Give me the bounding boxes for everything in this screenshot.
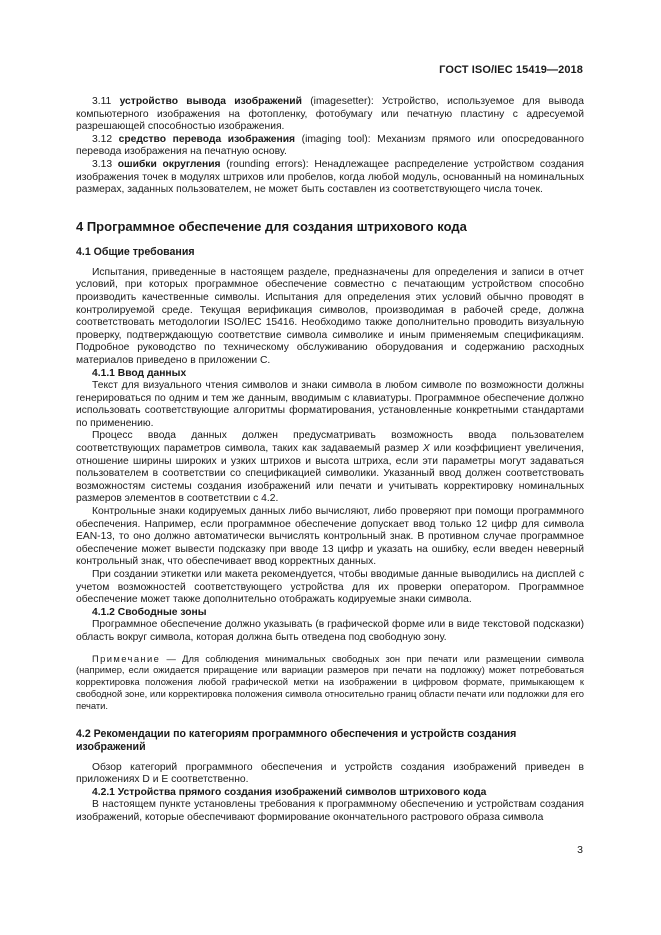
definition-number: 3.12 [92, 133, 113, 145]
section-4-1-1-paragraph-3: Контрольные знаки кодируемых данных либо вычисляют, либо проверяют при помощи программного обеспечения. Например, если программное обеспечение допускает ввод только 12 цифр для символа EAN-13, то оно должно автоматически вычислять контрольный знак. В противном случае программное обеспечение может вывести подсказку при вводе 13 цифр и указать на ошибку, если введен неверный контрольный знак, что обеспечивает ввод корректных данных. [76, 506, 584, 568]
paragraph-text: Процесс ввода данных должен предусматривать возможность ввода пользователем соответствующих параметров символа, таких как задаваемый размер [76, 430, 584, 455]
page-header: ГОСТ ISO/IEC 15419—2018 [439, 64, 583, 76]
note-text: — Для соблюдения минимальных свободных зон при печати или размещении символа (например, если ожидается приращение или вариации размеров при печати на подложку) может потребоваться корректировка положения любой графической метки на изображении в цифровом формате, примыкающем к свободной зоне, или корректировка положения символа относительно границ области печати или подложки для его печати. [76, 652, 584, 711]
section-4-1-1-heading: 4.1.1 Ввод данных [92, 367, 187, 379]
note [76, 653, 584, 712]
section-4-2-1-heading: 4.2.1 Устройства прямого создания изображений символов штрихового кода [92, 786, 487, 798]
definition-3-12 [76, 134, 584, 159]
definition-text: (rounding errors): Ненадлежащее распределение устройством создания изображения точек в модулях штрихов или пробелов, когда любой модуль, основанный на номинальных размерах, заданных пользователем, не может быть составлен из соответствующего числа точек. [76, 158, 584, 196]
paragraph-text: или коэффициент увеличения, отношение ширины широких и узких штрихов и высота штриха, если эти параметры могут задаваться пользователем в соответствии со спецификацией символики. Указанный ввод должен соответствовать возможностям системы создания изображений или печати и учитывать корректировку номинальных размеров элементов в соответствии с 4.2. [76, 443, 584, 505]
section-4-1-1-paragraph-1: Текст для визуального чтения символов и знаки символа в любом символе по возможности должны генерироваться по одним и тем же данным, вводимым с клавиатуры. Программное обеспечение должно использовать соответствующие алгоритмы форматирования, установленные конкретными стандартами по применению. [76, 380, 584, 429]
definition-number: 3.13 [92, 158, 113, 170]
section-4-1-2-paragraph: Программное обеспечение должно указывать (в графической форме или в виде текстовой подсказки) область вокруг символа, которая должна быть отведена под свободную зону. [76, 619, 584, 643]
definition-term: средство перевода изображения [118, 133, 296, 145]
section-4-2-heading: 4.2 Рекомендации по категориям программного обеспечения и устройств создания изображений [76, 727, 517, 753]
definition-text: (imaging tool): Механизм прямого или опосредованного перевода изображения на печатную основу. [76, 133, 584, 158]
definition-term: устройство вывода изображений [119, 96, 302, 107]
section-4-1-2-heading: 4.1.2 Свободные зоны [92, 606, 207, 618]
definition-3-11 [76, 96, 584, 134]
note-label: Примечание [92, 652, 161, 664]
section-4-2-paragraph: Обзор категорий программного обеспечения и устройств создания изображений приведен в приложениях D и E соответственно. [76, 761, 584, 786]
definition-3-13 [76, 159, 584, 197]
section-4-heading: 4 Программное обеспечение для создания штрихового кода [76, 218, 467, 234]
page-content [76, 96, 584, 825]
section-4-2-1-paragraph: В настоящем пункте установлены требования к программному обеспечению и устройствам создания изображений, которые обеспечивают формирование окончательного растрового образа символа [76, 799, 584, 823]
definition-text: (imagesetter): Устройство, используемое для вывода компьютерного изображения на фотопленку, фотобумагу или печатную пластину с адресуемой разрешающей способностью изображения. [76, 96, 584, 133]
definition-term: ошибки округления [117, 158, 221, 170]
page-number: 3 [577, 844, 583, 856]
definition-number: 3.11 [92, 96, 112, 107]
section-4-1-paragraph: Испытания, приведенные в настоящем разделе, предназначены для определения и записи в отчет условий, при которых программное обеспечение совместно с печатающим устройством способно производить качественные символы. Испытания для определения этих условий обычно проводят в контролируемой среде. Текущая верификация символов, производимая в рабочей среде, должна соответствовать методологии ISO/IEC 15416. Необходимо также дополнительно проводить визуальную проверку, подтверждающую соответствие символа символике и иным применяемым спецификациям. Подробное руководство по техническому обслуживанию оборудования и содержанию расходных материалов приведено в приложении С. [76, 266, 584, 366]
section-4-1-heading: 4.1 Общие требования [76, 245, 195, 258]
section-4-1-1-paragraph-4: При создании этикетки или макета рекомендуется, чтобы вводимые данные выводились на дисплей с учетом возможностей соответствующего устройства для их проверки оператором. Программное обеспечение может также дополнительно отображать кодируемые знаки символа. [76, 569, 584, 606]
section-4-1-1-paragraph-2 [76, 430, 584, 506]
paragraph-italic-x: X [422, 443, 430, 455]
